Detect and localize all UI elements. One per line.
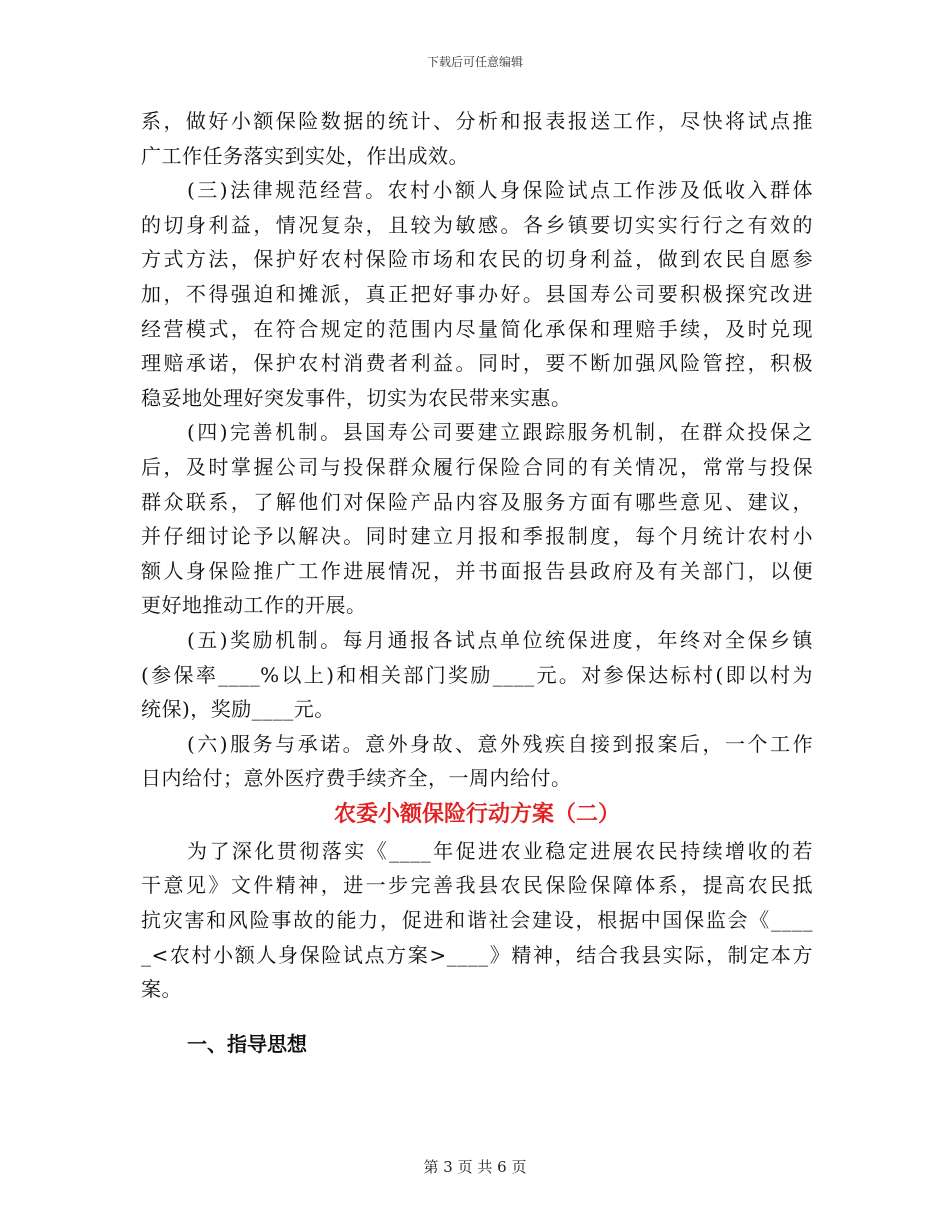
paragraph-line: 干意见》文件精神，进一步完善我县农民保险保障体系，提高农民抵 xyxy=(141,873,813,898)
paragraph-line: 稳妥地处理好突发事件，切实为农民带来实惠。 xyxy=(141,385,572,410)
paragraph-line: _<农村小额人身保险试点方案>____》精神，结合我县实际，制定本方 xyxy=(141,942,813,967)
paragraph-line: (参保率____%以上)和相关部门奖励____元。对参保达标村(即以村为 xyxy=(141,662,813,687)
paragraph-line: (六)服务与承诺。意外身故、意外残疾自接到报案后，一个工作 xyxy=(187,731,813,756)
paragraph-line: 广工作任务落实到实处，作出成效。 xyxy=(141,143,469,168)
paragraph-line: (三)法律规范经营。农村小额人身保险试点工作涉及低收入群体 xyxy=(187,178,813,203)
paragraph-line: 为了深化贯彻落实《____年促进农业稳定进展农民持续增收的若 xyxy=(187,838,813,863)
paragraph-line: 方式方法，保护好农村保险市场和农民的切身利益，做到农民自愿参 xyxy=(141,247,813,272)
paragraph-line: 抗灾害和风险事故的能力，促进和谐社会建设，根据中国保监会《____ xyxy=(141,908,813,933)
paragraph-line: 群众联系，了解他们对保险产品内容及服务方面有哪些意见、建议， xyxy=(141,489,813,514)
paragraph-line: 后，及时掌握公司与投保群众履行保险合同的有关情况，常常与投保 xyxy=(141,454,813,479)
paragraph-line: 额人身保险推广工作进展情况，并书面报告县政府及有关部门，以便 xyxy=(141,558,813,583)
paragraph-line: 更好地推动工作的开展。 xyxy=(141,593,367,618)
paragraph-line: (四)完善机制。县国寿公司要建立跟踪服务机制，在群众投保之 xyxy=(187,420,813,445)
paragraph-line: 系，做好小额保险数据的统计、分析和报表报送工作，尽快将试点推 xyxy=(141,109,813,133)
paragraph-line: 统保)，奖励____元。 xyxy=(141,697,335,722)
paragraph-line: 加，不得强迫和摊派，真正把好事办好。县国寿公司要积极探究改进 xyxy=(141,281,813,306)
paragraph-line: 并仔细讨论予以解决。同时建立月报和季报制度，每个月统计农村小 xyxy=(141,524,813,549)
paragraph-line: (五)奖励机制。每月通报各试点单位统保进度，年终对全保乡镇 xyxy=(187,627,813,652)
paragraph-line: 日内给付；意外医疗费手续齐全，一周内给付。 xyxy=(141,766,572,791)
paragraph-line: 理赔承诺，保护农村消费者利益。同时，要不断加强风险管控，积极 xyxy=(141,351,813,376)
paragraph-line: 案。 xyxy=(141,977,182,1002)
paragraph-line: 经营模式，在符合规定的范围内尽量简化承保和理赔手续，及时兑现 xyxy=(141,316,813,341)
page-header: 下载后可任意编辑 xyxy=(426,55,523,69)
page-number: 第 3 页 共 6 页 xyxy=(423,1158,527,1176)
document-title: 农委小额保险行动方案（二） xyxy=(333,801,620,827)
section-heading: 一、指导思想 xyxy=(187,1031,307,1056)
paragraph-line: 的切身利益，情况复杂，且较为敏感。各乡镇要切实实行行之有效的 xyxy=(141,212,813,237)
document-body xyxy=(141,104,813,1087)
